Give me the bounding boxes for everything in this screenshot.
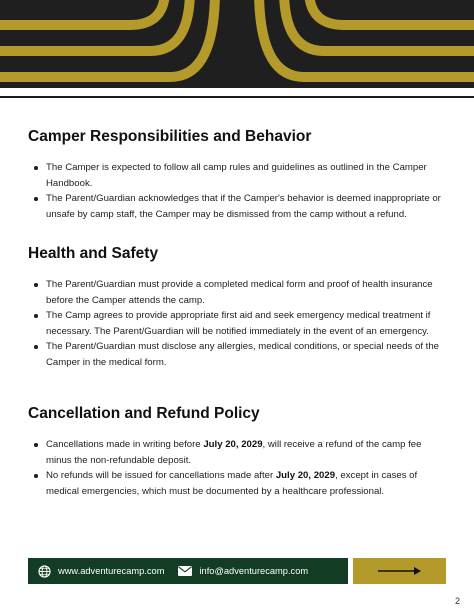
responsibilities-list xyxy=(28,160,448,222)
list-item: The Parent/Guardian acknowledges that if the Camper's behavior is deemed inappropriate or unsafe by camp staff, the Camper may be dismissed from the camp without a refund. xyxy=(28,191,448,222)
header-banner xyxy=(0,0,474,88)
footer-contact-bar xyxy=(28,558,348,584)
section-title-health-safety: Health and Safety xyxy=(28,245,159,262)
arrow-right-icon xyxy=(378,566,422,576)
list-item: No refunds will be issued for cancellations made after July 20, 2029, except in cases of medical emergencies, which must be documented by a healthcare professional. xyxy=(28,468,448,499)
page-number: 2 xyxy=(455,596,461,606)
list-item: The Parent/Guardian must provide a completed medical form and proof of health insurance before the Camper attends the camp. xyxy=(28,277,448,308)
globe-icon xyxy=(38,565,51,578)
list-item: The Parent/Guardian must disclose any allergies, medical conditions, or special needs of the Camper in the medical form. xyxy=(28,339,448,370)
list-item: The Camper is expected to follow all camp rules and guidelines as outlined in the Camper Handbook. xyxy=(28,160,448,191)
cancellation-list xyxy=(28,437,448,499)
website-text: www.adventurecamp.com xyxy=(58,566,165,576)
footer-email[interactable] xyxy=(178,566,308,576)
health-safety-list xyxy=(28,277,448,370)
section-title-responsibilities: Camper Responsibilities and Behavior xyxy=(28,128,312,145)
envelope-icon xyxy=(178,566,192,576)
gold-stripes-graphic xyxy=(0,0,474,88)
email-text: info@adventurecamp.com xyxy=(199,566,309,576)
list-item: Cancellations made in writing before July 20, 2029, will receive a refund of the camp fee minus the non-refundable deposit. xyxy=(28,437,448,468)
footer-website[interactable] xyxy=(38,565,164,578)
list-item: The Camp agrees to provide appropriate first aid and seek emergency medical treatment if necessary. The Parent/Guardian will be notified immediately in the event of an emergency. xyxy=(28,308,448,339)
next-arrow-button[interactable] xyxy=(353,558,446,584)
header-divider xyxy=(0,96,474,98)
section-title-cancellation: Cancellation and Refund Policy xyxy=(28,405,260,422)
